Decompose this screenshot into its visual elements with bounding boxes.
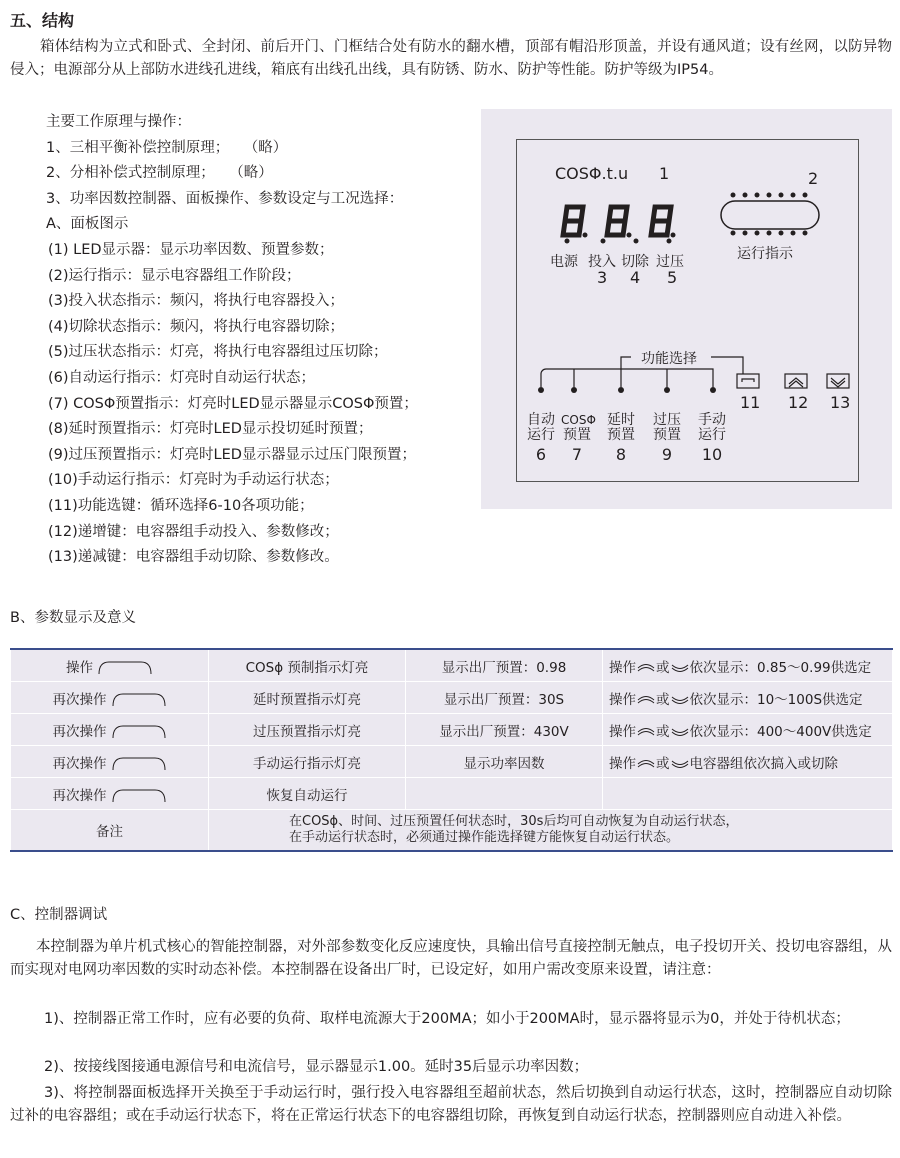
increment-key-icon	[637, 759, 655, 769]
action-pre: 操作	[609, 659, 636, 676]
function-item-line1: 手动	[698, 412, 726, 428]
action-mid: 或	[656, 691, 670, 708]
op-label: 操作	[66, 659, 93, 676]
function-item-line2: 运行	[527, 427, 555, 443]
indicator-cell: 延时预置指示灯亮	[209, 682, 406, 714]
function-item-line2: 预置	[653, 427, 681, 443]
button-icon	[111, 693, 167, 707]
default-cell: 显示出厂预置：30S	[406, 682, 603, 714]
function-key-icon	[737, 374, 759, 388]
function-leds-icon	[538, 387, 716, 393]
button-icon	[111, 789, 167, 803]
display-number: 1	[659, 164, 670, 183]
list-item: 主要工作原理与操作：	[46, 114, 191, 130]
table-row	[11, 682, 893, 714]
default-cell: 显示出厂预置：0.98	[406, 649, 603, 682]
default-cell: 显示出厂预置：430V	[406, 714, 603, 746]
increment-key-icon	[637, 663, 655, 673]
function-item-number: 9	[661, 445, 673, 464]
list-item: (2)运行指示：显示电容器组工作阶段；	[48, 267, 301, 284]
button-icon	[111, 757, 167, 771]
table-row	[11, 714, 893, 746]
function-item-line2: 预置	[607, 427, 635, 443]
action-post: 依次显示：10～100S供选定	[689, 691, 863, 708]
action-post: 电容器组依次搞入或切除	[689, 755, 838, 772]
list-item: A、面板图示	[46, 216, 129, 233]
increment-key-icon	[637, 695, 655, 705]
function-item-number: 10	[701, 445, 723, 464]
function-item-auto	[525, 413, 557, 462]
run-indicator-number: 2	[808, 169, 819, 188]
function-item-line2: 运行	[698, 427, 726, 443]
list-item: (12)递增键：电容器组手动投入、参数修改；	[48, 523, 339, 540]
decrement-key-icon	[671, 727, 689, 737]
op-label: 再次操作	[52, 691, 107, 708]
note-line: 在手动运行状态时，必须通过操作能选择键方能恢复自动运行状态。	[289, 830, 680, 845]
default-cell: 显示功率因数	[406, 746, 603, 778]
function-item-line1: 过压	[653, 412, 681, 428]
status-leds-icon	[565, 239, 672, 244]
increment-key-icon	[637, 727, 655, 737]
op-cell	[11, 714, 209, 746]
function-item-delay	[605, 413, 637, 462]
op-label: 再次操作	[52, 787, 107, 804]
action-pre: 操作	[609, 723, 636, 740]
table-row	[11, 778, 893, 810]
action-cell	[603, 746, 893, 778]
section-b-title: B、参数显示及意义	[10, 610, 136, 626]
action-mid: 或	[656, 755, 670, 772]
decrement-key-icon	[671, 695, 689, 705]
key-number-decrement: 13	[830, 393, 851, 412]
section-c-paragraph: 本控制器为单片机式核心的智能控制器，对外部参数变化反应速度快，具输出信号直接控制无触点，电子投切开关、投切电容器组，从而实现对电网功率因数的实时动态补偿。本控制器在设备出厂时，已设定好，如用户需改变原来设置，请注意：	[10, 939, 892, 978]
list-item: (3)投入状态指示：频闪，将执行电容器投入；	[48, 293, 345, 310]
indicator-cell: 恢复自动运行	[209, 778, 406, 810]
panel-description-list	[20, 110, 418, 571]
parameter-table	[10, 648, 893, 852]
list-item: (13)递减键：电容器组手动切除、参数修改。	[48, 549, 339, 566]
action-post: 依次显示：400～400V供选定	[689, 723, 872, 740]
structure-paragraph: 箱体结构为立式和卧式、全封闭、前后开门、门框结合处有防水的翻水槽，顶部有帽沿形顶盖，并设有通风道；设有丝网，以防异物侵入；电源部分从上部防水进线孔进线，箱底有出线孔出线，具有防锈、防水、防护等性能。防护等级为IP54。	[10, 39, 892, 78]
section-c-item: 2)、按接线图接通电源信号和电流信号，显示器显示1.00。延时35后显示功率因数；	[44, 1059, 589, 1075]
action-cell	[603, 778, 893, 810]
function-item-overvoltage	[651, 413, 683, 462]
led-label-switch-in: 投入	[588, 254, 616, 270]
op-cell	[11, 649, 209, 682]
indicator-cell: 手动运行指示灯亮	[209, 746, 406, 778]
function-item-line1: COSΦ	[561, 413, 596, 427]
function-item-line2: 预置	[563, 427, 591, 443]
display-title: COSΦ.t.u	[555, 164, 629, 183]
list-item: (11)功能选键：循环选择6-10各项功能；	[48, 497, 314, 514]
action-mid: 或	[656, 659, 670, 676]
function-item-number: 8	[615, 445, 627, 464]
action-mid: 或	[656, 723, 670, 740]
op-label: 再次操作	[52, 723, 107, 740]
op-cell	[11, 778, 209, 810]
op-cell	[11, 746, 209, 778]
run-indicator-label: 运行指示	[737, 246, 793, 262]
note-label: 备注	[11, 810, 209, 852]
section-c-item: 3)、将控制器面板选择开关换至于手动运行时，强行投入电容器组至超前状态，然后切换到自动运行状态，这时，控制器应自动切除过补的电容器组；或在手动运行状态下，将在正常运行状态下的电容器组切除，再恢复到自动运行状态，控制器则应自动进入补偿。	[10, 1085, 892, 1124]
list-item: 2、分相补偿式控制原理； （略）	[46, 165, 273, 182]
table-row	[11, 649, 893, 682]
section-c-item: 1)、控制器正常工作时，应有必要的负荷、取样电流源大于200MA；如小于200MA时，显示器将显示为0，并处于待机状态；	[44, 1011, 850, 1027]
function-item-manual	[695, 413, 729, 462]
list-item: (8)延时预置指示：灯亮时LED显示投切延时预置；	[48, 421, 373, 438]
list-item: (1) LED显示器：显示功率因数、预置参数；	[48, 241, 334, 258]
op-cell	[11, 682, 209, 714]
function-item-cos	[561, 413, 596, 464]
action-pre: 操作	[609, 691, 636, 708]
button-icon	[111, 725, 167, 739]
note-cell	[209, 810, 893, 852]
button-icon	[97, 661, 153, 675]
op-label: 再次操作	[52, 755, 107, 772]
list-item: (10)手动运行指示：灯亮时为手动运行状态；	[48, 472, 339, 489]
list-item: (6)自动运行指示：灯亮时自动运行状态；	[48, 369, 316, 386]
decrement-key-icon	[671, 663, 689, 673]
run-indicator-window	[721, 201, 819, 229]
action-cell	[603, 682, 893, 714]
note-line: 在COSϕ、时间、过压预置任何状态时，30s后均可自动恢复为自动运行状态，	[289, 814, 739, 829]
list-item: (5)过压状态指示：灯亮，将执行电容器组过压切除；	[48, 344, 388, 361]
led-label-power: 电源	[550, 254, 578, 270]
section-title: 五、结构	[10, 11, 75, 30]
led-number: 4	[630, 268, 641, 287]
controller-panel-diagram	[481, 109, 892, 509]
action-post: 依次显示：0.85～0.99供选定	[689, 659, 872, 676]
indicator-cell: COSϕ 预制指示灯亮	[209, 649, 406, 682]
led-label-switch-out: 切除	[621, 254, 649, 270]
led-number: 3	[597, 268, 608, 287]
function-item-line1: 延时	[607, 412, 635, 428]
list-item: (7) COSΦ预置指示：灯亮时LED显示器显示COSΦ预置；	[48, 395, 418, 412]
section-c-title: C、控制器调试	[10, 907, 108, 923]
table-row	[11, 746, 893, 778]
action-cell	[603, 714, 893, 746]
function-item-number: 6	[535, 445, 547, 464]
decrement-key-icon	[827, 374, 849, 388]
list-item: (9)过压预置指示：灯亮时LED显示器显示过压门限预置；	[48, 446, 416, 463]
led-label-overvoltage: 过压	[656, 254, 684, 270]
list-item: 3、功率因数控制器、面板操作、参数设定与工况选择：	[46, 190, 404, 207]
key-number-increment: 12	[788, 393, 809, 412]
key-number-function: 11	[740, 393, 761, 412]
led-digits-icon	[563, 207, 671, 235]
table-row-note	[11, 810, 893, 852]
list-item: 1、三相平衡补偿控制原理； （略）	[46, 139, 288, 156]
led-number: 5	[667, 268, 678, 287]
list-item: (4)切除状态指示：频闪，将执行电容器切除；	[48, 318, 345, 335]
action-pre: 操作	[609, 755, 636, 772]
function-select-label: 功能选择	[641, 351, 697, 367]
decrement-key-icon	[671, 759, 689, 769]
action-cell	[603, 649, 893, 682]
function-item-line1: 自动	[527, 412, 555, 428]
function-item-number: 7	[571, 445, 583, 464]
default-cell	[406, 778, 603, 810]
indicator-cell: 过压预置指示灯亮	[209, 714, 406, 746]
